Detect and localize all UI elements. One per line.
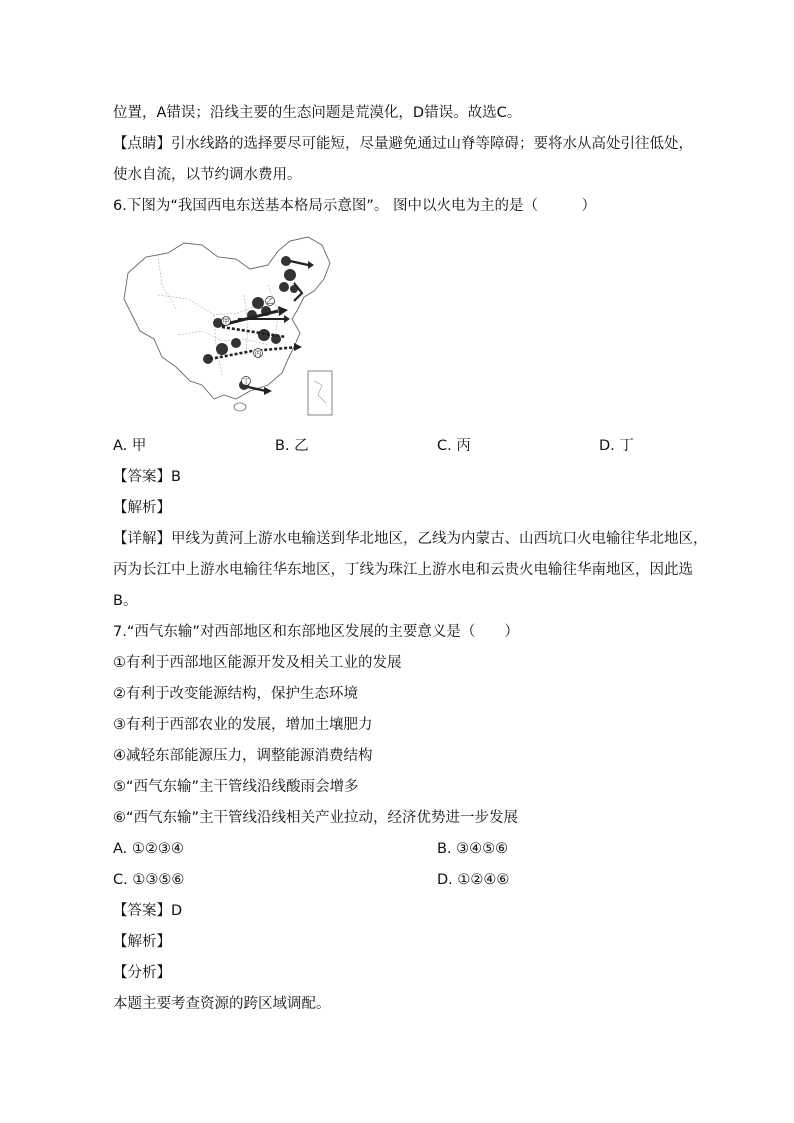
answer-7: 【答案】D [113,903,183,919]
text-line-1: 位置，A错误；沿线主要的生态问题是荒漠化，D错误。故选C。 [113,105,522,121]
statement-1: ①有利于西部地区能源开发及相关工业的发展 [113,655,402,671]
statement-4: ④减轻东部能源压力，调整能源消费结构 [113,748,373,764]
label-bing: 丙 [254,349,262,358]
statement-3: ③有利于西部农业的发展，增加土壤肥力 [113,717,373,733]
q6-option-d: D. 丁 [599,438,634,454]
label-ding: 丁 [242,377,250,386]
south-sea-inset [308,371,332,415]
q6-option-a: A. 甲 [113,438,147,454]
statement-2: ②有利于改变能源结构，保护生态环境 [113,686,358,702]
label-yi: 乙 [266,297,274,306]
q6-option-c: C. 丙 [437,438,471,454]
west-east-power-map [118,235,334,417]
label-jia: 甲 [222,317,230,326]
tip-line-2: 使水自流，以节约调水费用。 [113,167,302,183]
analysis-7-heading: 【解析】 [113,934,171,950]
q6-option-b: B. 乙 [275,438,309,454]
fenxi-7-heading: 【分析】 [113,965,171,981]
detail-6-line-3: B。 [113,593,138,609]
tip-line-1: 【点睛】引水线路的选择要尽可能短，尽量避免通过山脊等障碍；要将水从高处引往低处， [113,136,693,152]
q7-option-a: A. ①②③④ [113,841,184,857]
detail-6-line-2: 丙为长江中上游水电输往华东地区，丁线为珠江上游水电和云贵火电输往华南地区，因此选 [113,562,693,578]
statement-6: ⑥“西气东输”主干管线沿线相关产业拉动，经济优势进一步发展 [113,810,519,826]
analysis-6-heading: 【解析】 [113,500,171,516]
hainan-island [234,403,246,411]
q7-option-d: D. ①②④⑥ [437,872,510,888]
question-7: 7.“西气东输”对西部地区和东部地区发展的主要意义是（ ） [113,624,519,640]
q7-option-c: C. ①③⑤⑥ [113,872,185,888]
statement-5: ⑤“西气东输”主干管线沿线酸雨会增多 [113,779,359,795]
q7-option-b: B. ③④⑤⑥ [437,841,509,857]
answer-6: 【答案】B [113,469,181,485]
question-6: 6.下图为“我国西电东送基本格局示意图”。 图中以火电为主的是（ ） [113,198,596,214]
detail-6-line-1: 【详解】甲线为黄河上游水电输送到华北地区，乙线为内蒙古、山西坑口火电输往华北地区， [113,531,708,547]
fenxi-7-text: 本题主要考查资源的跨区域调配。 [113,996,331,1012]
